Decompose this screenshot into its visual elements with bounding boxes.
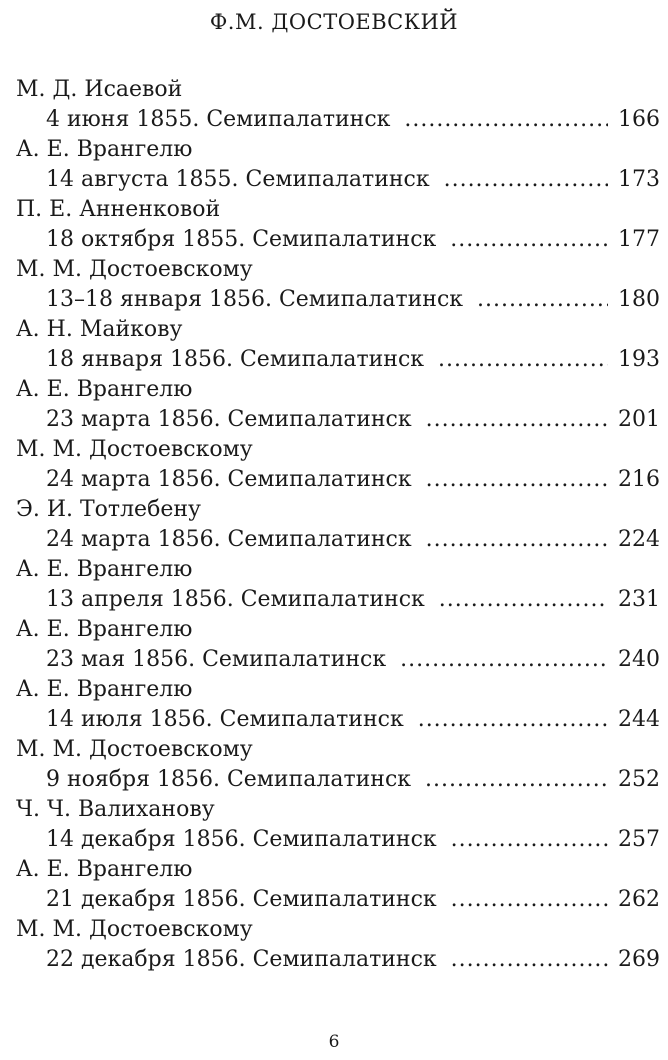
- dot-leader: [450, 225, 608, 255]
- entry-date-place: 9 ноября 1856. Семипалатинск: [46, 767, 412, 792]
- entry-detail-line: [16, 645, 660, 675]
- entry-page-number: 252: [618, 767, 660, 792]
- entry-recipient: А. Н. Майкову: [16, 317, 183, 342]
- dot-leader: [426, 465, 608, 495]
- entry-recipient: Э. И. Тотлебену: [16, 497, 201, 522]
- toc-entry: [16, 195, 660, 255]
- entry-recipient: М. Д. Исаевой: [16, 77, 183, 102]
- toc-entry: [16, 255, 660, 315]
- entry-detail-line: [16, 105, 660, 135]
- entry-date-place: 18 октября 1855. Семипалатинск: [46, 227, 437, 252]
- entry-date-place: 23 мая 1856. Семипалатинск: [46, 647, 387, 672]
- entry-page-number: 269: [618, 947, 660, 972]
- dot-leader: [477, 285, 608, 315]
- toc-entry: [16, 615, 660, 675]
- entry-date-place: 4 июня 1855. Семипалатинск: [46, 107, 391, 132]
- entry-recipient: М. М. Достоевскому: [16, 437, 253, 462]
- dot-leader: [404, 105, 608, 135]
- entry-detail-line: [16, 705, 660, 735]
- entry-page-number: 216: [618, 467, 660, 492]
- toc-entry: [16, 855, 660, 915]
- entry-date-place: 14 августа 1855. Семипалатинск: [46, 167, 430, 192]
- entry-recipient: А. Е. Врангелю: [16, 377, 193, 402]
- entry-recipient: М. М. Достоевскому: [16, 737, 253, 762]
- running-header: Ф.М. ДОСТОЕВСКИЙ: [209, 10, 459, 34]
- entry-detail-line: [16, 285, 660, 315]
- toc-entry: [16, 555, 660, 615]
- entry-detail-line: [16, 585, 660, 615]
- entry-recipient: М. М. Достоевскому: [16, 917, 253, 942]
- dot-leader: [451, 885, 608, 915]
- entry-recipient: Ч. Ч. Валиханову: [16, 797, 215, 822]
- toc-entry: [16, 435, 660, 495]
- entry-recipient: А. Е. Врангелю: [16, 617, 193, 642]
- entry-detail-line: [16, 945, 660, 975]
- dot-leader: [418, 705, 608, 735]
- entry-recipient: А. Е. Врангелю: [16, 137, 193, 162]
- entry-detail-line: [16, 885, 660, 915]
- entry-date-place: 24 марта 1856. Семипалатинск: [46, 527, 412, 552]
- toc-entry: [16, 915, 660, 975]
- entry-recipient: П. Е. Анненковой: [16, 197, 221, 222]
- entry-recipient: А. Е. Врангелю: [16, 557, 193, 582]
- entry-detail-line: [16, 345, 660, 375]
- entry-page-number: 257: [618, 827, 660, 852]
- entry-detail-line: [16, 165, 660, 195]
- entry-page-number: 180: [618, 287, 660, 312]
- toc-entry: [16, 495, 660, 555]
- entry-page-number: 231: [618, 587, 660, 612]
- entry-detail-line: [16, 465, 660, 495]
- dot-leader: [444, 165, 608, 195]
- entry-detail-line: [16, 525, 660, 555]
- entry-date-place: 13–18 января 1856. Семипалатинск: [46, 287, 464, 312]
- toc-entry: [16, 135, 660, 195]
- entry-recipient: А. Е. Врангелю: [16, 677, 193, 702]
- page-number: 6: [328, 1032, 340, 1052]
- toc-entry: [16, 795, 660, 855]
- toc-entry: [16, 675, 660, 735]
- entry-date-place: 14 декабря 1856. Семипалатинск: [46, 827, 437, 852]
- dot-leader: [426, 525, 608, 555]
- dot-leader: [438, 345, 608, 375]
- toc-entry: [16, 375, 660, 435]
- toc-entry: [16, 75, 660, 135]
- entry-recipient: М. М. Достоевскому: [16, 257, 253, 282]
- entry-detail-line: [16, 765, 660, 795]
- entry-date-place: 23 марта 1856. Семипалатинск: [46, 407, 412, 432]
- entry-date-place: 22 декабря 1856. Семипалатинск: [46, 947, 437, 972]
- dot-leader: [426, 405, 608, 435]
- entry-page-number: 224: [618, 527, 660, 552]
- entry-date-place: 13 апреля 1856. Семипалатинск: [46, 587, 425, 612]
- entry-page-number: 201: [618, 407, 660, 432]
- entry-page-number: 193: [618, 347, 660, 372]
- entry-page-number: 177: [618, 227, 660, 252]
- toc-entry: [16, 315, 660, 375]
- entry-page-number: 262: [618, 887, 660, 912]
- entry-page-number: 240: [618, 647, 660, 672]
- entry-recipient: А. Е. Врангелю: [16, 857, 193, 882]
- toc-entry: [16, 735, 660, 795]
- entry-date-place: 14 июля 1856. Семипалатинск: [46, 707, 404, 732]
- entry-date-place: 24 марта 1856. Семипалатинск: [46, 467, 412, 492]
- entry-date-place: 18 января 1856. Семипалатинск: [46, 347, 425, 372]
- entry-page-number: 244: [618, 707, 660, 732]
- entry-page-number: 173: [618, 167, 660, 192]
- dot-leader: [425, 765, 608, 795]
- entry-detail-line: [16, 405, 660, 435]
- dot-leader: [451, 825, 608, 855]
- table-of-contents: [16, 75, 660, 975]
- entry-detail-line: [16, 225, 660, 255]
- dot-leader: [451, 945, 608, 975]
- entry-date-place: 21 декабря 1856. Семипалатинск: [46, 887, 437, 912]
- dot-leader: [400, 645, 608, 675]
- entry-detail-line: [16, 825, 660, 855]
- dot-leader: [439, 585, 608, 615]
- entry-page-number: 166: [618, 107, 660, 132]
